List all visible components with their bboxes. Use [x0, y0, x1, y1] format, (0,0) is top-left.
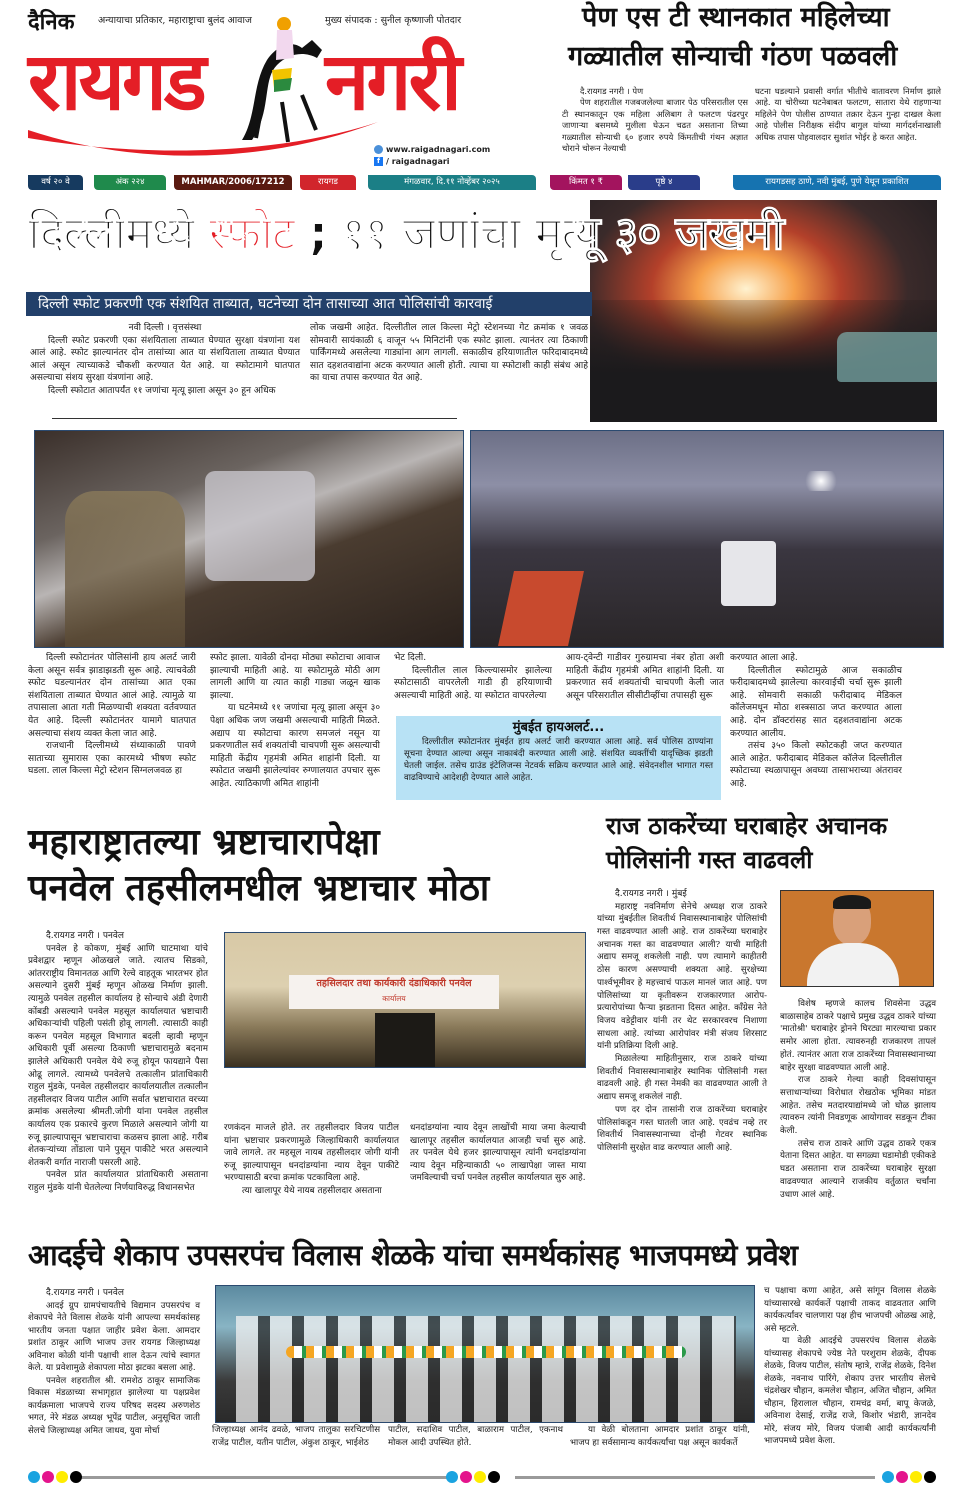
delhi-intro-p2: दिल्ली स्फोटात आतापर्यंत ११ जणांचा मृत्यू झाला असून ३० हून अधिक	[48, 385, 276, 396]
cmyk-marks-right	[882, 1471, 936, 1483]
delhi-subhead: दिल्ली स्फोट प्रकरणी एक संशयित ताब्यात, घटनेच्या दोन तासाच्या आत पोलिसांची कारवाई	[38, 296, 493, 312]
facebook-icon: f	[374, 157, 383, 166]
adai-col1-p1: आदई ग्रुप ग्रामपंचायतीचे विद्यमान उपसरपंच व शेकापचे नेते विलास शेळके यांनी आपल्या समर्थकांसह भारतीय जनता पक्षात जाहीर प्रवेश केला. आमदार प्रशांत ठाकूर आणि भाजप उत्तर रायगड जिल्हाध्यक्ष अविनाश कोळी यांनी पक्षाची शाल देऊन त्यांचे स्वागत केले. या प्रवेशामुळे शेकापला मोठा झटका बसला आहे.	[28, 1300, 200, 1374]
delhi-intro-col-2	[310, 322, 588, 385]
adai-headline: आदईचे शेकाप उपसरपंच विलास शेळके यांचा समर्थकांसह भाजपमध्ये प्रवेश	[28, 1238, 798, 1272]
facebook-row[interactable]	[374, 157, 450, 166]
garland	[286, 1346, 686, 1358]
adai-dateline: दै.रायगड नगरी । पनवेल	[46, 1288, 125, 1298]
delhi-col1-p2: राजधानी दिल्लीमध्ये संध्याकाळी पावणे साताच्या सुमारास एका कारमध्ये भीषण स्फोट घडला. लाल किल्ला मेट्रो स्टेशन सिग्नलजवळ हा	[28, 741, 196, 777]
delhi-intro-col-1	[30, 322, 300, 398]
infobar-issue: अंक २२४	[94, 175, 166, 190]
footer-rule-right	[515, 1476, 875, 1479]
yellow-dot	[910, 1471, 922, 1483]
person-kurta	[807, 943, 899, 987]
pen-col1-text: पेण शहरातील गजबजलेल्या बाजार पेठ परिसरातील एस टी स्थानकातून एक महिला अलिबाग ते फलटण पंढरपुर जाणाऱ्या बसमध्ये मुलीला घेऊन चढत असताना तिच्या गळ्यातील सोन्याची ६० हजार रुपये किंमतीची गंथन अज्ञात चोराने चोरून नेल्याची	[562, 97, 748, 154]
infobar-date: मंगळवार, दि.११ नोव्हेंबर २०२५	[368, 175, 536, 190]
infobar-region: रायगड	[300, 175, 356, 190]
delhi-col-3	[394, 652, 552, 702]
delhi-dateline: नवी दिल्ली । वृत्तसंस्था	[128, 323, 202, 333]
burnt-car-photo	[34, 430, 464, 648]
raj-dateline: दै.रायगड नगरी । मुंबई	[615, 889, 687, 899]
divider	[52, 418, 457, 419]
pen-dateline: दै.रायगड नगरी । पेण	[580, 86, 644, 96]
delhi-intro-col2-text: लोक जखमी आहेत. दिल्लीतील लाल किल्ला मेट्रो स्टेशनच्या गेट क्रमांक १ जवळ सोमवारी सायंकाळी ६ वाजून ५५ मिनिटांनी एक स्फोट झाला. त्यानंतर त्या ठिकाणी पार्किंगमध्ये असलेल्या गाड्यांना आग लागली. सकाळीच हरियाणातील फरिदाबादमध्ये सात दहशतवाद्यांना अटक करण्यात आली होती. त्याचा या स्फोटाशी काही संबंध आहे का याचा तपास करण्यात येत आहे.	[310, 323, 588, 384]
panvel-col3-p1: धनदांडग्यांना न्याय देवून लाखोंची माया जमा केल्याची खालापूर तहसील कार्यालयात आजही चर्चा सुरु आहे. तर पनवेल येथे हजर झाल्यापासून त्यांनी धनदांडग्यांना न्याय देवून महिन्याकाठी ५० लाखापेक्षा जास्त माया जमविल्याची चर्चा पनवेल तहसील कार्यालयात सुरु आहे.	[410, 1123, 586, 1184]
panvel-col2-p1: रणकंदन माजले होते. तर तहसीलदार विजय पाटील यांना भ्रष्टाचार प्रकरणामुळे जिल्हाधिकारी कार्यालयात जावे लागले. तर महसूल नायब तहसीलदार जोगी यांनी रुजू झाल्यापासून धनदांडग्यांना न्याय देवून पाकीटे भरण्यासाठी बरचा क्रमांक पटकाविला आहे.	[224, 1123, 399, 1184]
website-link[interactable]: www.raigadnagari.com	[386, 145, 491, 154]
adai-col1-p2: पनवेल शहरातील श्री. रामशेठ ठाकूर सामाजिक विकास मंडळाच्या सभागृहात झालेल्या या पक्षप्रवेश कार्यक्रमाला भाजपचे राज्य परिषद सदस्य अरुणशेठ भगत, नेरे मंडळ अध्यक्ष भूपेंद्र पाटील, अनुसूचित जाती सेलचे जिल्हाध्यक्ष अमित जाधव, युवा मोर्चा	[28, 1375, 200, 1436]
police-figures	[65, 491, 185, 648]
cyan-dot	[28, 1471, 40, 1483]
magenta-dot	[42, 1471, 54, 1483]
raj-headline-2: पोलिसांनी गस्त वाढवली	[606, 846, 813, 874]
pen-col2-text: घटना घडल्याने प्रवासी वर्गात भीतीचे वातावरण निर्माण झाले आहे. या चोरीच्या घटनेबाबत फलटण, सातारा येथे राहणाऱ्या महिलेने पेण पोलीस ठाण्यात तक्रार देऊन गुन्हा दाखल केला आहे पोलीस निरीक्षक संदीप बागुल यांच्या मार्गदर्शनाखाली अधिक तपास पोहवालदार सुशांत भोईर हे करत आहेत.	[755, 86, 941, 142]
cmyk-marks-left	[28, 1471, 82, 1483]
group-people	[236, 1316, 736, 1423]
yellow-dot	[474, 1471, 486, 1483]
adai-col-2	[212, 1424, 380, 1449]
office-entrance	[375, 1013, 435, 1068]
pen-col-2	[755, 86, 941, 143]
cmyk-marks-center	[446, 1471, 500, 1483]
delhi-col1-p1: दिल्ली स्फोटानंतर पोलिसांनी हाय अलर्ट जारी केला असून सर्वत्र झाडाझडती सुरू आहे. त्याचवेळी स्फोट घडल्यानंतर दोन तासांच्या आत एका संशयिताला ताब्यात घेण्यात आलं आहे. त्यामुळे या तपासाला आता गती मिळण्याची शक्यता वर्तवण्यात येत आहे. दिल्ली स्फोटानंतर यामागे घातपात असल्याचा संशय व्यक्त केला जात आहे.	[28, 653, 196, 739]
mumbai-alert-text: दिल्लीतील स्फोटानंतर मुंबईत हाय अलर्ट जारी करण्यात आला आहे. सर्व पोलिस ठाण्यांना सूचना देण्यात आल्या असून नाकाबंदी करण्यात आली आहे. संशयित व्यक्तींची यादृच्छिक झडती घेतली जाईल. तसेच ग्राउंड इंटेलिजन्स नेटवर्क सक्रिय करण्यात आले आहे. संवेदनशील भागात गस्त वाढविण्याचे आदेशही देण्यात आले आहेत.	[404, 737, 713, 783]
raj-thackeray-photo	[780, 890, 934, 987]
pen-col-1	[562, 86, 748, 154]
raj-col2-p3: तसेच राज ठाकरे आणि उद्धव ठाकरे एकत्र येताना दिसत आहेत. या सगळ्या घडामोडी एकीकडे घडत असताना राज ठाकरेंच्या घराबाहेर सुरक्षा वाढवण्यात आल्याने राजकीय वर्तुळात चर्चांना उधाण आलं आहे.	[780, 1138, 936, 1200]
delhi-col2-p2: या घटनेमध्ये ११ जणांचा मृत्यू झाला असून ३० पेक्षा अधिक जण जखमी असल्याची माहिती मिळते. अद्याप या स्फोटाचा कारण समजलं नसून या प्रकरणातील सर्व शक्यतांची चाचपणी सुरू असल्याची माहिती केंद्रीय गृहमंत्री अमित शाहांनी दिली. या स्फोटात जखमी झालेल्यांवर रुग्णालयात उपचार सुरू आहेत. त्याठिकाणी अमित शाहांनी	[210, 703, 380, 789]
yellow-dot	[56, 1471, 68, 1483]
panvel-col-3	[410, 1122, 586, 1185]
panvel-dateline: दै.रायगड नगरी । पनवेल	[46, 931, 125, 941]
raj-col2-p2: राज ठाकरे गेल्या काही दिवसांपासून सत्ताधाऱ्यांच्या विरोधात रोखठोक भूमिका मांडत आहेत. तसेच मतदारयाद्यांमध्ये जो घोळ झालाय त्यावरुन त्यांनी निवडणूक आयोगावर सडकून टीका केली.	[780, 1075, 936, 1137]
adai-col2-text: जिल्हाध्यक्ष आनंद ढवळे, भाजप तालुका सरचिटणीस राजेंद्र पाटील, यतीन पाटील, अंकुश ठाकूर, भाईशेठ	[212, 1425, 380, 1448]
masthead-title-right: नगरी	[325, 35, 459, 128]
infobar-price: किंमत १ ₹	[550, 175, 622, 190]
raj-col-1	[597, 888, 767, 1155]
adai-col-3	[388, 1424, 563, 1449]
delhi-col3-p2: दिल्लीतील लाल किल्ल्यासमोर झालेल्या स्फोटासाठी वापरलेली गाडी ही हरियाणाची असल्याची माहिती आहे. या स्फोटात वापरलेल्या	[394, 665, 552, 701]
delhi-col4-p1: आय-ट्वेन्टी गाडीवर गुरुग्रामचा नंबर होता अशी माहिती केंद्रीय गृहमंत्री अमित शाहांनी दिली. या प्रकरणात सर्व शक्यतांची चाचपणी केली जात असून परिसरातील सीसीटीव्हींचा तपासही सुरू	[566, 653, 724, 701]
masthead-tagline: अन्यायाचा प्रतिकार, महाराष्ट्राचा बुलंद आवाज	[98, 15, 252, 26]
magenta-dot	[460, 1471, 472, 1483]
adai-col5-p1: च पक्षाचा कणा आहेत, असे सांगून विलास शेळके यांच्यासारखे कार्यकर्ते पक्षाची ताकद वाढवतात आणि कार्यकर्त्यांवर चालणारा पक्ष हीच भाजपची ओळख आहे, असे म्हटले.	[764, 1286, 936, 1334]
delhi-col-2	[210, 652, 380, 791]
delhi-headline-a: दिल्लीमध्ये	[28, 206, 194, 260]
masthead-swoosh	[28, 120, 378, 162]
infobar-year: वर्ष २० वे	[28, 175, 83, 190]
street-lights	[801, 471, 841, 491]
barricade-shape	[498, 571, 584, 646]
raj-col1-p2: मिळालेल्या माहितीनुसार, राज ठाकरे यांच्या शिवतीर्थ निवासस्थानाबाहेर स्थानिक पोलिसांनी गस्त वाढवली आहे. ही गस्त नेमकी का वाढवण्यात आली ते अद्याप समजू शकलेलं नाही.	[597, 1054, 767, 1103]
office-signboard	[289, 975, 499, 1009]
infobar-editions: रायगडसह ठाणे, नवी मुंबई, पुणे येथून प्रकाशित	[733, 175, 941, 190]
panvel-col-1	[28, 930, 208, 1194]
website-row[interactable]	[374, 145, 490, 154]
delhi-col-4	[566, 652, 724, 702]
delhi-subhead-bar	[26, 292, 592, 316]
pen-headline-2: गळ्यातील सोन्याची गंठण पळवली	[568, 41, 898, 72]
panvel-headline-2: पनवेल तहसीलमधील भ्रष्टाचार मोठा	[28, 868, 490, 909]
delhi-intro-p1: दिल्ली स्फोट प्रकरणी एका संशयिताला ताब्यात घेण्यात सुरक्षा यंत्रणांना यश आलं आहे. स्फोट झाल्यानंतर दोन तासांच्या आत या संशयिताला ताब्यात घेण्यात आलं असून त्याच्याकडे चौकशी करण्यात येत आहे. या स्फोटामागे घातपात असल्याचा संशय सुरक्षा यंत्रणांना आहे.	[30, 335, 300, 384]
delhi-col2-p1: स्फोट झाला. यावेळी दोनदा मोठ्या स्फोटाचा आवाज झाल्याची माहिती आहे. या स्फोटामुळे मोठी आग लागली आणि या त्यात काही गाड्या जळून खाक झाल्या.	[210, 653, 380, 701]
adai-col-4	[570, 1424, 750, 1449]
globe-icon	[374, 145, 383, 154]
adai-col4-text: या वेळी बोलताना आमदार प्रशांत ठाकूर यांनी, भाजप हा सर्वसामान्य कार्यकर्त्यांचा पक्ष असून कार्यकर्ते	[570, 1425, 750, 1448]
infobar-pages: पृष्ठे ४	[628, 175, 700, 190]
tahsil-office-photo	[224, 932, 586, 1068]
signboard-text: तहसिलदार तथा कार्यकारी दंडाधिकारी पनवेल	[316, 978, 472, 989]
panvel-col-2	[224, 1122, 399, 1198]
mumbai-alert-box	[396, 716, 721, 800]
mumbai-alert-title: मुंबईत हायअलर्ट...	[512, 720, 605, 735]
delhi-col3-p1: भेट दिली.	[394, 653, 427, 663]
delhi-col-1	[28, 652, 196, 778]
black-dot	[70, 1471, 82, 1483]
masthead	[0, 0, 560, 172]
masthead-editor: मुख्य संपादक : सुनील कृष्णाजी पोतदार	[325, 15, 462, 26]
delhi-col5-p2: दिल्लीतील स्फोटामुळे आज सकाळीच फरीदाबादमध्ये झालेल्या कारवाईची चर्चा सुरू झाली आहे. सोमवारी सकाळी फरीदाबाद मेडिकल कॉलेजमधून मोठा शस्त्रसाठा जप्त करण्यात आला आहे. दोन डॉक्टरांसह सात दहशतवाद्यांना अटक करण्यात आलीय.	[730, 665, 902, 739]
bjp-induction-photo	[215, 1285, 755, 1423]
ambulance-shape	[721, 541, 776, 606]
delhi-col5-p1: करण्यात आला आहे.	[730, 653, 798, 663]
person-hair	[833, 895, 871, 909]
raj-headline-1: राज ठाकरेंच्या घराबाहेर अचानक	[606, 812, 888, 840]
adai-col-5	[764, 1285, 936, 1448]
black-dot	[924, 1471, 936, 1483]
burnt-car-shape	[205, 471, 315, 581]
masthead-prefix: दैनिक	[28, 10, 75, 35]
panvel-headline-1: महाराष्ट्रातल्या भ्रष्टाचारापेक्षा	[28, 822, 380, 863]
pen-headline-1: पेण एस टी स्थानकात महिलेच्या	[582, 2, 890, 33]
adai-col-1	[28, 1287, 200, 1437]
cyan-dot	[882, 1471, 894, 1483]
footer-rule-left	[80, 1476, 450, 1479]
masthead-title-left: रायगड	[28, 35, 204, 128]
infobar-registration: MAHMAR/2006/17212	[174, 175, 292, 190]
black-dot	[488, 1471, 500, 1483]
delhi-headline-b: स्फोट	[208, 206, 295, 260]
raj-col1-p3: पण दर दोन तासांनी राज ठाकरेंच्या घराबाहेर पोलिसांकडून गस्त घातली जात आहे. एवढंच नव्हे तर शिवतीर्थ निवासस्थानाच्या दोन्ही गेटवर स्थानिक पोलिसांनी सुरक्षेत वाढ करण्यात आली आहे.	[597, 1104, 767, 1153]
adai-col5-p2: या वेळी आदईचे उपसरपंच विलास शेळके यांच्यासह शेकापचे ज्येष्ठ नेते परशुराम शेळके, दीपक शेळके, विजय पाटील, संतोष म्हात्रे, राजेंद्र शेळके, दिनेश शेळके, नवनाथ पारिंगे, शेकाप उत्तर भारतीय सेलचे चंद्रशेखर चौहान, कमलेश चौहान, अजित चौहान, अमित चौहान, हिरालाल चौहान, रामचंद्र वर्मा, बापू केजळे, अविनाश देसाई, राजेंद्र राजे, किशोर भंडारी, ज्ञानदेव मोरे, संजय मोरे, विजय पंजाबी आदी कार्यकर्त्यांनी भाजपमध्ये प्रवेश केला.	[764, 1336, 936, 1446]
street-scene-photo	[470, 430, 944, 648]
panvel-col1-p1: पनवेल हे कोकण, मुंबई आणि घाटमाथा यांचे प्रवेशद्वार म्हणून ओळखले जाते. त्यातच सिडको, आंतरराष्ट्रीय विमानतळ आणि रेल्वे वाहतूक भारतभर होत असल्याने दुसरी मुंबई म्हणून ओळख निर्माण झाली. त्यामुळे पनवेल तहसील कार्यालय हे सोन्याचे अंडी देणारी कोंबडी असल्याने पनवेल महसूल कार्यालयात भ्रष्टाचारी अधिकाऱ्यांची पहिली पसंती होवू लागली. त्यासाठी काही करून पनवेल महसूल विभागात बदली व्हावी म्हणून अधिकारी पूर्वी असल्या ठिकाणी भ्रष्टाचारामुळे बदनाम झालेले अधिकारी पनवेल येथे रुजू होयून फायद्याने पैसा ओढू लागले. त्यामध्ये पनवेलचे तत्कालीन प्रांताधिकारी राहुल मुंडके, पनवेल तहसीलदार कार्यालयातील तत्कालीन तहसीलदार विजय पाटील आणि सर्वात भ्रष्टाचारात वरच्या क्रमांक असलेल्या श्रीमती.जोगी यांना पनवेल तहसील कार्यालय एक प्रकारचे कुरण मिळाले असल्याने जोगी या रुजू झाल्यापासून भ्रष्टाचाराचा कळसच झाला आहे. गरीब शेतकऱ्यांच्या तोंडाला पाने पुसून पाकीटे भरत असल्याने शेतकरी वर्गात नाराजी पसरली आहे.	[28, 943, 208, 1168]
raj-col2-p1: विशेष म्हणजे कालच शिवसेना उद्धव बाळासाहेब ठाकरे पक्षाचे प्रमुख उद्धव ठाकरे यांच्या 'मातोश्री' घराबाहेर ड्रोनने घिरट्या मारल्याचा प्रकार समोर आला होता. त्यावरुनही राजकारण तापलं होतं. त्यानंतर आता राज ठाकरेंच्या निवासस्थानाच्या बाहेर सुरक्षा वाढवण्यात आली आहे.	[780, 999, 936, 1073]
delhi-headline	[28, 205, 783, 261]
raj-col1-p1: महाराष्ट्र नवनिर्माण सेनेचे अध्यक्ष राज ठाकरे यांच्या मुंबईतील शिवतीर्थ निवासस्थानाबाहेर पोलिसांची गस्त वाढवण्यात आली आहे. राज ठाकरेंच्या घराबाहेर अचानक गस्त का वाढवण्यात आली? याची माहिती अद्याप समजू शकलेली नाही. पण त्यामागे काहीतरी ठोस कारण असण्याची शक्यता आहे. सुरक्षेच्या पार्श्वभूमीवर हे महत्त्वाचं पाऊल मानलं जात आहे. पण पोलिसांच्या या कृतीवरून राजकारणात आरोप-प्रत्यारोपांच्या फैऱ्या झडताना दिसत आहेत. काँग्रेस नेते विजय वडेट्टीवार यांनी तर थेट सरकारवरच निशाणा साधला आहे. त्यांच्या आरोपांवर मंत्री संजय शिरसाट यांनी प्रतिक्रिया दिली आहे.	[597, 901, 767, 1052]
facebook-link[interactable]: / raigadnagari	[386, 157, 450, 166]
magenta-dot	[896, 1471, 908, 1483]
cyan-dot	[446, 1471, 458, 1483]
panvel-col2-p2: त्या खालापूर येथे नायब तहसीलदार असताना	[242, 1185, 382, 1196]
panvel-col1-p2: पनवेल प्रांत कार्यालयात प्रांताधिकारी असताना राहुल मुंडके यांनी घेतलेल्या निर्णयाविरुद्ध विधानसभेत	[28, 1170, 208, 1193]
adai-col3-text: पाटील, सदाशिव पाटील, बाळाराम पाटील, एकनाथ मोकल आदी उपस्थित होते.	[388, 1425, 563, 1448]
car-shape	[837, 332, 937, 382]
delhi-col5-p3: तसंच ३५० किलो स्फोटकही जप्त करण्यात आले आहेत. फरीदाबाद मेडिकल कॉलेज दिल्लीतील स्फोटाच्या स्थळापासून अवघ्या तासाभराच्या अंतरावर आहे.	[730, 741, 902, 789]
delhi-headline-c: ; ११ जणांचा मृत्यू ३० जखमी	[309, 206, 784, 260]
delhi-col-5	[730, 652, 902, 791]
raj-col-2	[780, 998, 936, 1201]
signboard-subtext: कार्यालय	[382, 994, 406, 1003]
